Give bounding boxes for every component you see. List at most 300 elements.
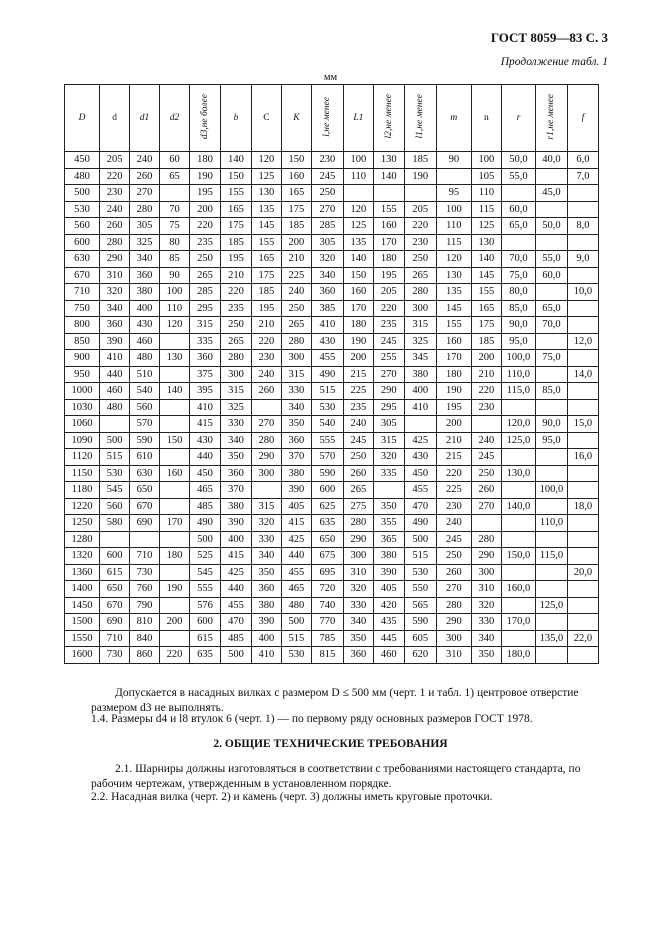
table-cell [535,168,567,185]
table-cell: 410 [189,399,220,416]
table-cell: 140,0 [501,498,535,515]
table-cell: 320 [311,251,343,268]
paragraph-1-4: 1.4. Размеры d4 и l8 втулок 6 (черт. 1) — по первому ряду основных размеров ГОСТ 1978. [91,713,533,725]
table-cell: 270 [436,581,471,598]
table-cell: 100,0 [501,350,535,367]
table-cell: 340 [100,300,130,317]
table-cell: 430 [130,317,160,334]
table-cell: 240 [130,152,160,169]
table-cell: 600 [100,548,130,565]
table-cell: 120 [436,251,471,268]
table-row [65,168,599,185]
table-cell: 165 [251,251,281,268]
table-cell: 670 [100,597,130,614]
table-cell: 280 [436,597,471,614]
table-cell: 190 [343,333,373,350]
table-cell: 380 [220,498,251,515]
table-cell: 14,0 [567,366,598,383]
table-cell: 65,0 [501,218,535,235]
table-cell: 390 [251,614,281,631]
table-cell: 350 [471,647,501,664]
col-header-d3 [189,85,220,152]
table-cell: 60,0 [501,201,535,218]
table-cell: 220 [160,647,190,664]
table-cell: 125 [251,168,281,185]
table-cell: 295 [189,300,220,317]
table-cell: 115,0 [535,548,567,565]
table-cell: 135 [436,284,471,301]
table-cell: 315 [373,432,404,449]
table-cell [501,564,535,581]
table-cell: 690 [100,614,130,631]
table-cell: 530 [65,201,100,218]
col-header-l-text: l,не менее [322,96,333,137]
table-cell: 140 [373,168,404,185]
table-cell [373,185,404,202]
table-row [65,449,599,466]
table-cell [567,185,598,202]
table-row [65,416,599,433]
table-cell: 195 [251,300,281,317]
table-cell: 415 [281,515,311,532]
table-cell: 155 [471,284,501,301]
table-cell: 290 [373,383,404,400]
dimensions-table [64,84,599,664]
table-cell: 490 [189,515,220,532]
table-cell: 440 [100,366,130,383]
table-cell: 670 [65,267,100,284]
table-cell: 730 [130,564,160,581]
note-paragraph: Допускается в насадных вилках с размером D ≤ 500 мм (черт. 1 и табл. 1) центровое отверстие размером d3 не выполнять. [91,687,579,714]
col-header-r1 [535,85,567,152]
table-cell: 435 [373,614,404,631]
table-cell: 650 [100,581,130,598]
table-cell [160,482,190,499]
table-cell: 340 [343,614,373,631]
table-cell: 455 [220,597,251,614]
col-header-l1-text: l1,не менее [415,94,426,139]
col-header-n: n [471,85,501,152]
table-cell: 245 [311,168,343,185]
table-cell: 230 [311,152,343,169]
table-cell: 600 [189,614,220,631]
table-cell: 785 [311,630,343,647]
table-cell: 290 [436,614,471,631]
table-cell: 110,0 [535,515,567,532]
table-cell: 245 [436,531,471,548]
table-cell: 115 [471,201,501,218]
table-cell: 545 [189,564,220,581]
table-cell: 375 [189,366,220,383]
table-cell: 70,0 [501,251,535,268]
table-cell: 175 [251,267,281,284]
table-cell: 110,0 [501,366,535,383]
table-cell: 20,0 [567,564,598,581]
table-cell: 190 [160,581,190,598]
table-cell: 230 [100,185,130,202]
table-cell: 325 [220,399,251,416]
table-cell: 1030 [65,399,100,416]
table-cell: 285 [311,218,343,235]
table-cell: 90,0 [501,317,535,334]
table-row [65,432,599,449]
table-cell: 500 [281,614,311,631]
table-cell: 270 [311,201,343,218]
table-cell: 185 [471,333,501,350]
table-row [65,482,599,499]
table-cell: 170 [436,350,471,367]
table-cell: 200 [189,201,220,218]
table-cell: 330 [281,383,311,400]
table-cell: 160 [160,465,190,482]
table-cell: 335 [373,465,404,482]
table-cell: 230 [404,234,436,251]
table-cell: 330 [343,597,373,614]
table-cell: 455 [311,350,343,367]
table-cell: 280 [343,515,373,532]
table-cell: 425 [404,432,436,449]
table-cell: 110 [343,168,373,185]
table-cell [471,416,501,433]
table-cell [404,185,436,202]
col-header-d3-text: d3,не более [199,93,210,140]
table-cell: 500 [100,432,130,449]
table-cell: 650 [130,482,160,499]
table-cell: 515 [281,630,311,647]
table-cell: 405 [281,498,311,515]
table-cell: 740 [311,597,343,614]
table-cell: 530 [281,647,311,664]
table-cell: 355 [373,515,404,532]
table-row [65,317,599,334]
table-cell: 250 [220,317,251,334]
table-cell [567,531,598,548]
table-cell: 250 [436,548,471,565]
table-row [65,300,599,317]
table-cell: 120 [160,317,190,334]
table-cell: 250 [189,251,220,268]
table-cell: 100,0 [535,482,567,499]
table-row [65,614,599,631]
table-cell [567,350,598,367]
table-cell: 360 [100,317,130,334]
table-cell: 1600 [65,647,100,664]
table-cell: 570 [130,416,160,433]
table-cell: 155 [373,201,404,218]
table-cell: 950 [65,366,100,383]
table-cell: 80 [160,234,190,251]
table-cell: 490 [404,515,436,532]
table-cell [567,581,598,598]
table-cell: 860 [130,647,160,664]
table-cell: 190 [189,168,220,185]
table-cell: 1220 [65,498,100,515]
table-cell: 500 [65,185,100,202]
table-cell: 100 [436,201,471,218]
table-cell: 130 [436,267,471,284]
table-cell: 1120 [65,449,100,466]
table-cell [567,399,598,416]
table-cell: 260 [343,465,373,482]
table-cell: 240 [436,515,471,532]
table-cell [535,531,567,548]
table-body [65,152,599,664]
table-cell [160,416,190,433]
table-cell: 85,0 [535,383,567,400]
table-cell: 810 [130,614,160,631]
table-cell: 190 [436,383,471,400]
table-cell: 75,0 [535,350,567,367]
table-cell: 305 [373,416,404,433]
table-cell: 240 [343,416,373,433]
table-cell: 265 [189,267,220,284]
table-cell: 635 [189,647,220,664]
table-cell [535,647,567,664]
table-cell: 790 [130,597,160,614]
table-cell: 840 [130,630,160,647]
table-cell [343,185,373,202]
table-cell: 360 [189,350,220,367]
col-header-r: r [501,85,535,152]
table-cell: 300 [220,366,251,383]
table-cell: 315 [281,366,311,383]
table-cell [436,168,471,185]
table-cell: 380 [404,366,436,383]
table-continuation-label: Продолжение табл. 1 [500,56,608,68]
table-cell: 250 [404,251,436,268]
table-row [65,201,599,218]
col-header-L1: L1 [343,85,373,152]
table-cell: 360 [130,267,160,284]
col-header-l [311,85,343,152]
table-cell: 400 [404,383,436,400]
table-cell: 710 [130,548,160,565]
table-cell: 185 [404,152,436,169]
table-cell: 450 [65,152,100,169]
table-cell [567,234,598,251]
table-cell: 390 [100,333,130,350]
table-cell: 415 [189,416,220,433]
table-cell: 310 [343,564,373,581]
table-cell: 155 [251,234,281,251]
table-cell: 415 [220,548,251,565]
table-cell: 565 [404,597,436,614]
table-cell: 95 [436,185,471,202]
col-header-d: d [100,85,130,152]
table-cell: 465 [281,581,311,598]
table-cell: 690 [130,515,160,532]
table-cell [567,201,598,218]
table-cell [160,449,190,466]
table-cell: 140 [471,251,501,268]
table-cell: 470 [220,614,251,631]
table-cell: 130,0 [501,465,535,482]
table-cell: 450 [189,465,220,482]
table-row [65,350,599,367]
table-cell: 165 [281,185,311,202]
table-cell: 620 [404,647,436,664]
table-cell: 230 [436,498,471,515]
table-cell: 360 [220,465,251,482]
table-cell: 560 [100,498,130,515]
table-cell [535,284,567,301]
table-cell: 175 [220,218,251,235]
table-cell: 380 [373,548,404,565]
table-cell: 245 [471,449,501,466]
col-header-r1-text: r1,не менее [546,93,557,140]
table-cell: 630 [130,465,160,482]
table-cell: 220 [189,218,220,235]
table-cell [535,614,567,631]
table-cell: 235 [343,399,373,416]
table-row [65,515,599,532]
table-cell: 290 [471,548,501,565]
table-cell: 120,0 [501,416,535,433]
table-cell: 205 [373,284,404,301]
table-row [65,647,599,664]
table-cell: 160 [436,333,471,350]
table-cell: 485 [220,630,251,647]
table-cell: 200 [436,416,471,433]
table-cell: 320 [343,581,373,598]
table-cell: 170 [373,234,404,251]
table-cell: 670 [130,498,160,515]
table-cell: 180 [189,152,220,169]
table-cell: 110 [436,218,471,235]
table-cell [501,234,535,251]
table-cell: 540 [311,416,343,433]
table-cell: 270 [251,416,281,433]
table-cell: 480 [100,399,130,416]
table-cell: 185 [220,234,251,251]
table-cell [535,333,567,350]
table-cell: 235 [373,317,404,334]
table-row [65,630,599,647]
table-row [65,548,599,565]
table-cell: 390 [220,515,251,532]
table-cell: 100 [343,152,373,169]
table-cell [567,482,598,499]
table-cell: 380 [251,597,281,614]
table-cell [535,234,567,251]
paragraph-2-1: 2.1. Шарниры должны изготовляться в соответствии с требованиями настоящего стандарта, по рабочим чертежам, утвержденным в установленном порядке. [91,763,581,790]
table-cell: 290 [100,251,130,268]
table-row [65,218,599,235]
table-row [65,597,599,614]
table-cell: 310 [471,581,501,598]
table-cell: 140 [220,152,251,169]
table-cell: 7,0 [567,168,598,185]
table-cell: 320 [373,449,404,466]
table-cell: 265 [220,333,251,350]
table-cell: 390 [373,564,404,581]
table-cell: 15,0 [567,416,598,433]
table-row [65,185,599,202]
table-cell: 460 [100,383,130,400]
table-cell: 600 [311,482,343,499]
table-cell [567,317,598,334]
paragraph-2-2: 2.2. Насадная вилка (черт. 2) и камень (черт. 3) должны иметь круговые проточки. [91,791,493,803]
table-cell: 410 [100,350,130,367]
table-cell [160,531,190,548]
table-cell: 815 [311,647,343,664]
table-cell: 195 [220,251,251,268]
col-header-K: K [281,85,311,152]
table-cell [160,185,190,202]
table-cell: 6,0 [567,152,598,169]
table-cell: 10,0 [567,284,598,301]
table-cell: 320 [251,515,281,532]
table-cell: 225 [343,383,373,400]
col-header-d2: d2 [160,85,190,152]
table-cell: 395 [189,383,220,400]
table-cell: 750 [65,300,100,317]
col-header-b: b [220,85,251,152]
table-cell: 160,0 [501,581,535,598]
table-cell: 635 [311,515,343,532]
table-cell: 710 [65,284,100,301]
table-cell: 650 [311,531,343,548]
table-cell: 195 [189,185,220,202]
table-cell: 900 [65,350,100,367]
table-cell: 270 [373,366,404,383]
table-cell: 530 [404,564,436,581]
table-cell [160,498,190,515]
table-cell: 490 [311,366,343,383]
table-cell: 545 [100,482,130,499]
table-row [65,531,599,548]
table-cell: 300 [471,564,501,581]
table-cell: 500 [189,531,220,548]
page-header: ГОСТ 8059—83 С. 3 [490,30,608,45]
table-cell: 730 [100,647,130,664]
table-cell: 460 [130,333,160,350]
table-cell [373,482,404,499]
table-cell: 380 [281,465,311,482]
col-header-l1 [404,85,436,152]
table-row [65,564,599,581]
table-cell: 360 [311,284,343,301]
table-cell: 260 [471,482,501,499]
table-cell: 18,0 [567,498,598,515]
table-cell: 350 [281,416,311,433]
table-cell [567,647,598,664]
table-cell: 240 [100,201,130,218]
table-cell: 550 [404,581,436,598]
table-cell: 615 [189,630,220,647]
table-cell: 115,0 [501,383,535,400]
table-cell: 515 [404,548,436,565]
table-cell: 600 [65,234,100,251]
table-cell: 850 [65,333,100,350]
table-cell: 350 [251,564,281,581]
table-cell: 340 [471,630,501,647]
table-cell: 420 [373,597,404,614]
table-cell [535,366,567,383]
table-cell: 1090 [65,432,100,449]
table-cell: 125,0 [535,597,567,614]
table-cell: 150,0 [501,548,535,565]
table-cell: 135 [343,234,373,251]
table-cell: 130 [373,152,404,169]
table-cell: 280 [281,333,311,350]
table-cell [471,515,501,532]
table-cell: 275 [343,498,373,515]
table-cell: 590 [404,614,436,631]
table-cell: 16,0 [567,449,598,466]
table-cell: 340 [251,548,281,565]
col-header-D: D [65,85,100,152]
